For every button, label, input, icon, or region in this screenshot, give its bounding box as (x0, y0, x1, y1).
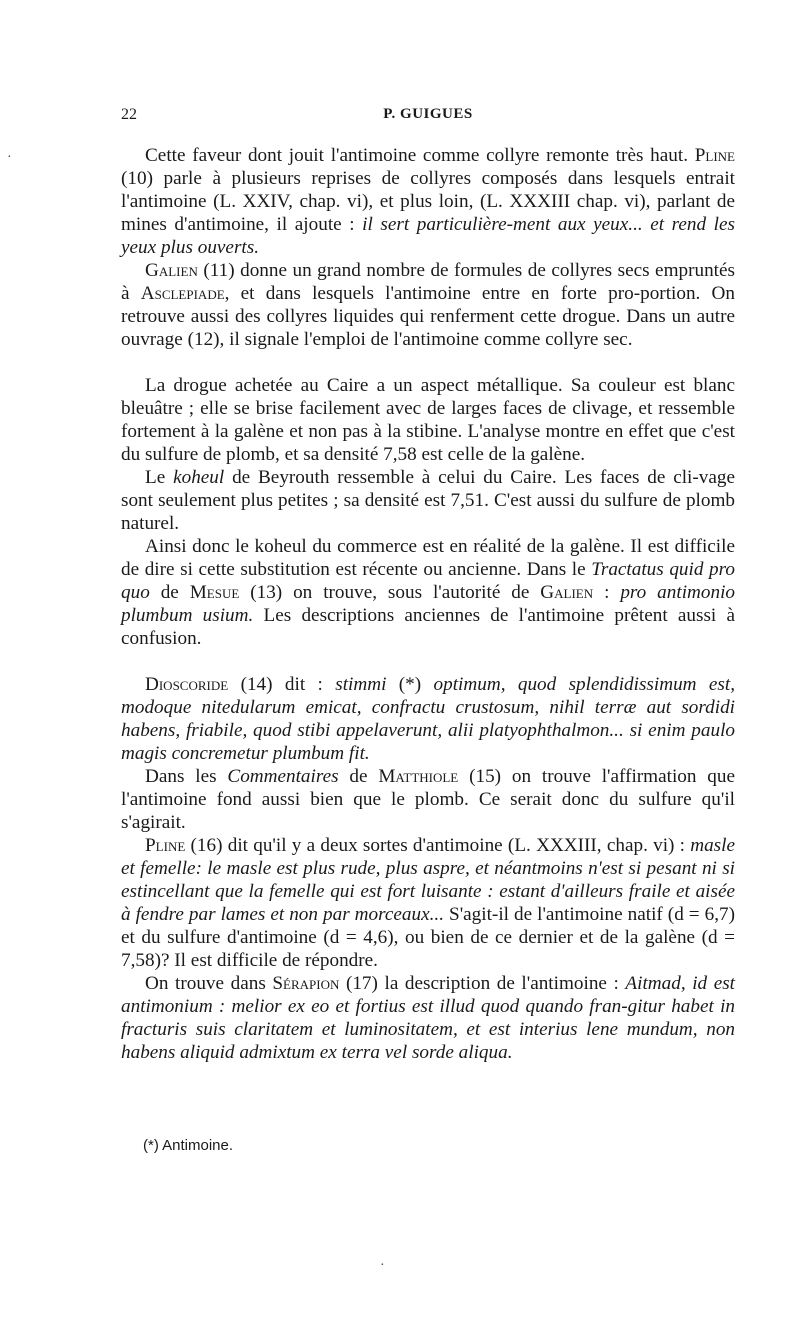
author-name: Dioscoride (145, 674, 229, 695)
italic-text: pro antimonio plumbum usium. (121, 582, 736, 626)
paragraph-p3 (121, 374, 735, 466)
footnote: (*) Antimoine. (143, 1137, 234, 1154)
page-number: 22 (121, 106, 137, 123)
text-run: de (338, 766, 379, 787)
text-run: (*) (386, 674, 434, 695)
text-run: (16) dit qu'il y a deux sortes d'antimoine (L. XXXIII, chap. vi) : (185, 835, 691, 856)
author-name: Galien (540, 582, 594, 603)
italic-text: Commentaires (227, 766, 339, 787)
text-run: (17) la description de l'antimoine : (339, 973, 626, 994)
text-run: Cette faveur dont jouit l'antimoine comme collyre remonte très haut. (145, 145, 695, 166)
text-run: Dans les (145, 766, 228, 787)
text-run: La drogue achetée au Caire a un aspect métallique. Sa couleur est blanc bleuâtre ; elle se brise facilement avec de larges faces de clivage, et ressemble fortement à la galène et non pas à la stibine. L'analyse montre en effet que c'est du sulfure de plomb, et sa densité 7,58 est celle de la galène. (121, 375, 735, 465)
text-run: , et dans lesquels l'antimoine entre en forte pro-portion. On retrouve aussi des collyres liquides qui renferment cette drogue. Dans un autre ouvrage (12), il signale l'emploi de l'antimoine comme collyre sec. (121, 283, 735, 350)
italic-text: optimum, quod splendidissimum est, modoque nitedularum emicat, confractu crustosum, nihil terræ aut sordidi habens, friabile, quod stibi appelaverunt, alii platyophthalmon... si enim paulo magis concremetur plumbum fit. (121, 674, 735, 764)
text-run: de Beyrouth ressemble à celui du Caire. Les faces de cli-vage sont seulement plus petites ; sa densité est 7,51. C'est aussi du sulfure de plomb naturel. (121, 467, 735, 534)
italic-text: Aitmad, id est antimonium : melior ex eo et fortius est illud quod quando fran-gitur habet in fracturis suis claritatem et luminositatem, et est interius lene mundum, non habens aliquid admixtum ex terra vel sorde aliqua. (121, 973, 736, 1063)
text-run: (11) donne un grand nombre de formules de collyres secs empruntés à (121, 260, 735, 304)
author-name: Mesue (189, 582, 240, 603)
paragraph-p7 (121, 765, 735, 834)
running-head: P. GUIGUES (383, 106, 473, 122)
italic-text: il sert particulière-ment aux yeux... et rend les yeux plus ouverts. (121, 214, 735, 258)
text-run: : (593, 582, 621, 603)
margin-mark: · (7, 150, 12, 165)
text-run: Les descriptions anciennes de l'antimoine prêtent aussi à confusion. (121, 605, 735, 649)
text-run: de (149, 582, 190, 603)
author-name: Sérapion (272, 973, 340, 994)
text-run: Le (145, 467, 174, 488)
page-header (121, 106, 735, 128)
body-text (121, 144, 735, 1064)
text-run: Ainsi donc le koheul du commerce est en réalité de la galène. Il est difficile de dire si cette substitution est récente ou ancienne. Dans le (121, 536, 735, 580)
italic-text: masle et femelle: le masle est plus rude, plus aspre, et néantmoins n'est si pesant ni si estincellant que la femelle qui est fort luisante : estant d'ailleurs fraile et aisée à fendre par lames et non par morceaux... (121, 835, 735, 925)
author-name: Galien (145, 260, 198, 281)
author-name: Matthiole (378, 766, 459, 787)
paragraph-p6 (121, 673, 735, 765)
text-run: (10) parle à plusieurs reprises de collyres composés dans lesquels entrait l'antimoine (L. XXIV, chap. vi), et plus loin, (L. XXXIII chap. vi), parlant de mines d'antimoine, il ajoute : (121, 168, 735, 235)
text-run: (13) on trouve, sous l'autorité de (239, 582, 541, 603)
text-run: S'agit-il de l'antimoine natif (d = 6,7) et du sulfure d'antimoine (d = 4,6), ou bien de ce dernier et de la galène (d = 7,58)? Il est difficile de répondre. (121, 904, 736, 971)
paragraph-p2 (121, 259, 735, 351)
scan-dot: · (380, 1258, 385, 1273)
paragraph-p4 (121, 466, 735, 535)
paragraph-p5 (121, 535, 735, 650)
author-name: Pline (694, 145, 735, 166)
text-run: (15) on trouve l'affirmation que l'antimoine fond aussi bien que le plomb. Ce serait donc du sulfure qu'il s'agirait. (121, 766, 735, 833)
italic-text: koheul (173, 467, 225, 488)
paragraph-p8 (121, 834, 735, 972)
author-name: Asclepiade (140, 283, 225, 304)
text-run: (14) dit : (228, 674, 336, 695)
paragraph-p9 (121, 972, 735, 1064)
author-name: Pline (145, 835, 186, 856)
text-run: On trouve dans (145, 973, 273, 994)
italic-text: Tractatus quid pro quo (121, 559, 735, 603)
paragraph-p1 (121, 144, 735, 259)
italic-text: stimmi (335, 674, 387, 695)
